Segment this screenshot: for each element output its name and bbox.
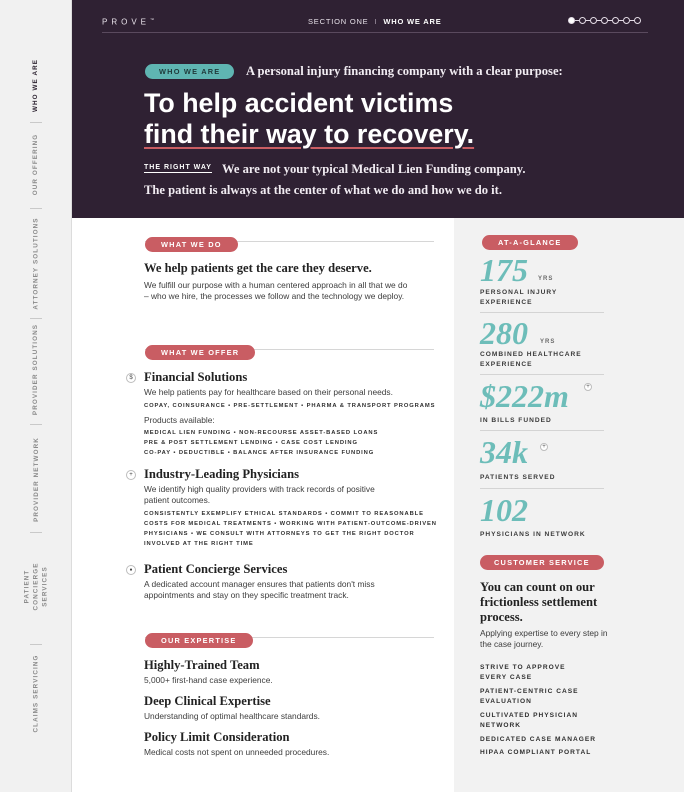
section-indicator: [308, 17, 442, 26]
nav-item-provider-solutions[interactable]: [18, 323, 54, 415]
expertise-title: Policy Limit Consideration: [144, 730, 290, 744]
page-headline: [144, 88, 624, 150]
stat-divider: [480, 374, 604, 375]
progress-dot[interactable]: [568, 17, 575, 24]
nav-label: ATTORNEY SOLUTIONS: [32, 216, 40, 310]
concierge-title: Patient Concierge Services: [144, 562, 288, 576]
what-we-offer-pill: WHAT WE OFFER: [145, 345, 255, 360]
stat-value: 34k: [480, 434, 528, 470]
section-title: WHO WE ARE: [383, 17, 442, 26]
nav-divider: [30, 318, 42, 319]
stat-label: IN BILLS FUNDED: [480, 417, 552, 424]
products-line: CO-PAY • DEDUCTIBLE • BALANCE AFTER INSURANCE FUNDING: [144, 450, 375, 456]
stat-label: PATIENTS SERVED: [480, 474, 556, 481]
service-item: HIPAA COMPLIANT PORTAL: [480, 749, 592, 756]
financial-solutions-programs: COPAY, COINSURANCE • PRE-SETTLEMENT • PHARMA & TRANSPORT PROGRAMS: [144, 403, 436, 409]
stat-value: 102: [480, 492, 528, 528]
side-navigation: [0, 0, 72, 792]
intro-text: A personal injury financing company with a clear purpose:: [246, 64, 563, 78]
concierge-body: A dedicated account manager ensures that patients don't miss appointments and stay on they specific treatment track.: [144, 579, 375, 600]
headline-line-1: To help accident victims: [144, 88, 454, 118]
expertise-body: Understanding of optimal healthcare standards.: [144, 711, 320, 721]
at-a-glance-pill: AT-A-GLANCE: [482, 235, 578, 250]
customer-service-body: Applying expertise to every step in the case journey.: [480, 628, 608, 649]
expertise-body: Medical costs not spent on unneeded procedures.: [144, 747, 330, 757]
stat-value: 280: [480, 315, 528, 351]
stat-label: PERSONAL INJURY EXPERIENCE: [480, 289, 558, 306]
section-progress: [568, 17, 641, 24]
progress-dot[interactable]: [623, 17, 630, 24]
physicians-criteria-line: COSTS FOR MEDICAL TREATMENTS • WORKING WITH PATIENT-OUTCOME-DRIVEN: [144, 521, 437, 527]
physicians-criteria-line: PHYSICIANS • WE CONSULT WITH ATTORNEYS TO GET THE RIGHT DOCTOR: [144, 531, 415, 537]
progress-dot[interactable]: [612, 17, 619, 24]
plus-medical-icon: +: [126, 470, 136, 480]
what-we-do-heading: We help patients get the care they deserve.: [144, 261, 372, 275]
plus-icon: +: [540, 443, 548, 451]
progress-dot[interactable]: [601, 17, 608, 24]
nav-divider: [30, 644, 42, 645]
service-item: STRIVE TO APPROVE EVERY CASE: [480, 664, 566, 681]
hero-header: [72, 0, 684, 218]
nav-divider: [30, 424, 42, 425]
expertise-body: 5,000+ first-hand case experience.: [144, 675, 273, 685]
stat-value: 175: [480, 252, 528, 288]
nav-item-attorney-solutions[interactable]: [18, 216, 54, 310]
physicians-criteria-line: CONSISTENTLY EXEMPLIFY ETHICAL STANDARDS • COMMIT TO REASONABLE: [144, 511, 424, 517]
products-line: MEDICAL LIEN FUNDING • NON-RECOURSE ASSET-BASED LOANS: [144, 430, 379, 436]
expertise-title: Highly-Trained Team: [144, 658, 260, 672]
trademark: ™: [150, 17, 155, 22]
stat-label: PHYSICIANS IN NETWORK: [480, 531, 586, 538]
expertise-title: Deep Clinical Expertise: [144, 694, 271, 708]
header-divider: [102, 32, 648, 33]
nav-label: PROVIDER SOLUTIONS: [32, 323, 40, 415]
concierge-bell-icon: ●: [126, 565, 136, 575]
physicians-body: We identify high quality providers with track records of positive patient outcomes.: [144, 484, 375, 505]
brand-name: PROVE: [102, 17, 151, 27]
right-way-label: THE RIGHT WAY: [144, 164, 212, 171]
nav-item-who-we-are[interactable]: [18, 60, 54, 110]
nav-label: WHO WE ARE: [32, 58, 40, 112]
section-number: SECTION ONE: [308, 17, 369, 26]
subheading-1: We are not your typical Medical Lien Funding company.: [222, 162, 526, 176]
progress-dot[interactable]: [634, 17, 641, 24]
nav-item-our-offering[interactable]: [18, 134, 54, 194]
main-content: [72, 218, 454, 792]
stat-unit: YRS: [540, 339, 556, 345]
service-item: DEDICATED CASE MANAGER: [480, 736, 597, 743]
our-expertise-pill: OUR EXPERTISE: [145, 633, 253, 648]
nav-label: PATIENT CONCIERGE SERVICES: [23, 561, 49, 611]
nav-divider: [30, 208, 42, 209]
at-a-glance-panel: [454, 218, 684, 792]
service-item: PATIENT-CENTRIC CASE EVALUATION: [480, 688, 579, 705]
nav-label: OUR OFFERING: [32, 133, 40, 195]
stat-label: COMBINED HEALTHCARE EXPERIENCE: [480, 351, 582, 368]
products-line: PRE & POST SETTLEMENT LENDING • CASE COST LENDING: [144, 440, 358, 446]
financial-solutions-title: Financial Solutions: [144, 370, 248, 384]
what-we-do-pill: WHAT WE DO: [145, 237, 238, 252]
nav-item-claims-servicing[interactable]: [18, 653, 54, 733]
what-we-offer-header: [145, 342, 434, 356]
section-separator: I: [374, 17, 378, 26]
physicians-criteria-line: INVOLVED AT THE RIGHT TIME: [144, 541, 254, 547]
products-available-label: Products available:: [144, 415, 215, 425]
what-we-do-header: [145, 234, 434, 248]
dollar-icon: $: [126, 373, 136, 383]
who-we-are-pill: WHO WE ARE: [145, 64, 234, 79]
plus-icon: +: [584, 383, 592, 391]
customer-service-heading: You can count on our frictionless settlement process.: [480, 580, 598, 624]
progress-dot[interactable]: [579, 17, 586, 24]
nav-label: CLAIMS SERVICING: [32, 653, 40, 733]
nav-divider: [30, 532, 42, 533]
nav-divider: [30, 122, 42, 123]
subheading-2: The patient is always at the center of what we do and how we do it.: [144, 183, 502, 197]
our-expertise-header: [145, 630, 434, 644]
financial-solutions-body: We help patients pay for healthcare based on their personal needs.: [144, 387, 393, 397]
progress-dot[interactable]: [590, 17, 597, 24]
service-item: CULTIVATED PHYSICIAN NETWORK: [480, 712, 579, 729]
stat-value: $222m: [480, 378, 569, 414]
brand-logo[interactable]: [102, 17, 154, 27]
stat-unit: YRS: [538, 276, 554, 282]
nav-item-provider-network[interactable]: [18, 436, 54, 522]
stat-divider: [480, 312, 604, 313]
headline-line-2: find their way to recovery.: [144, 119, 475, 149]
what-we-do-body: We fulfill our purpose with a human centered approach in all that we do – who we hire, the processes we follow and the technology we deploy.: [144, 280, 408, 301]
physicians-title: Industry-Leading Physicians: [144, 467, 300, 481]
nav-item-patient-concierge-services[interactable]: [18, 544, 54, 628]
stat-divider: [480, 488, 604, 489]
nav-label: PROVIDER NETWORK: [32, 436, 40, 522]
customer-service-pill: CUSTOMER SERVICE: [480, 555, 604, 570]
stat-divider: [480, 430, 604, 431]
